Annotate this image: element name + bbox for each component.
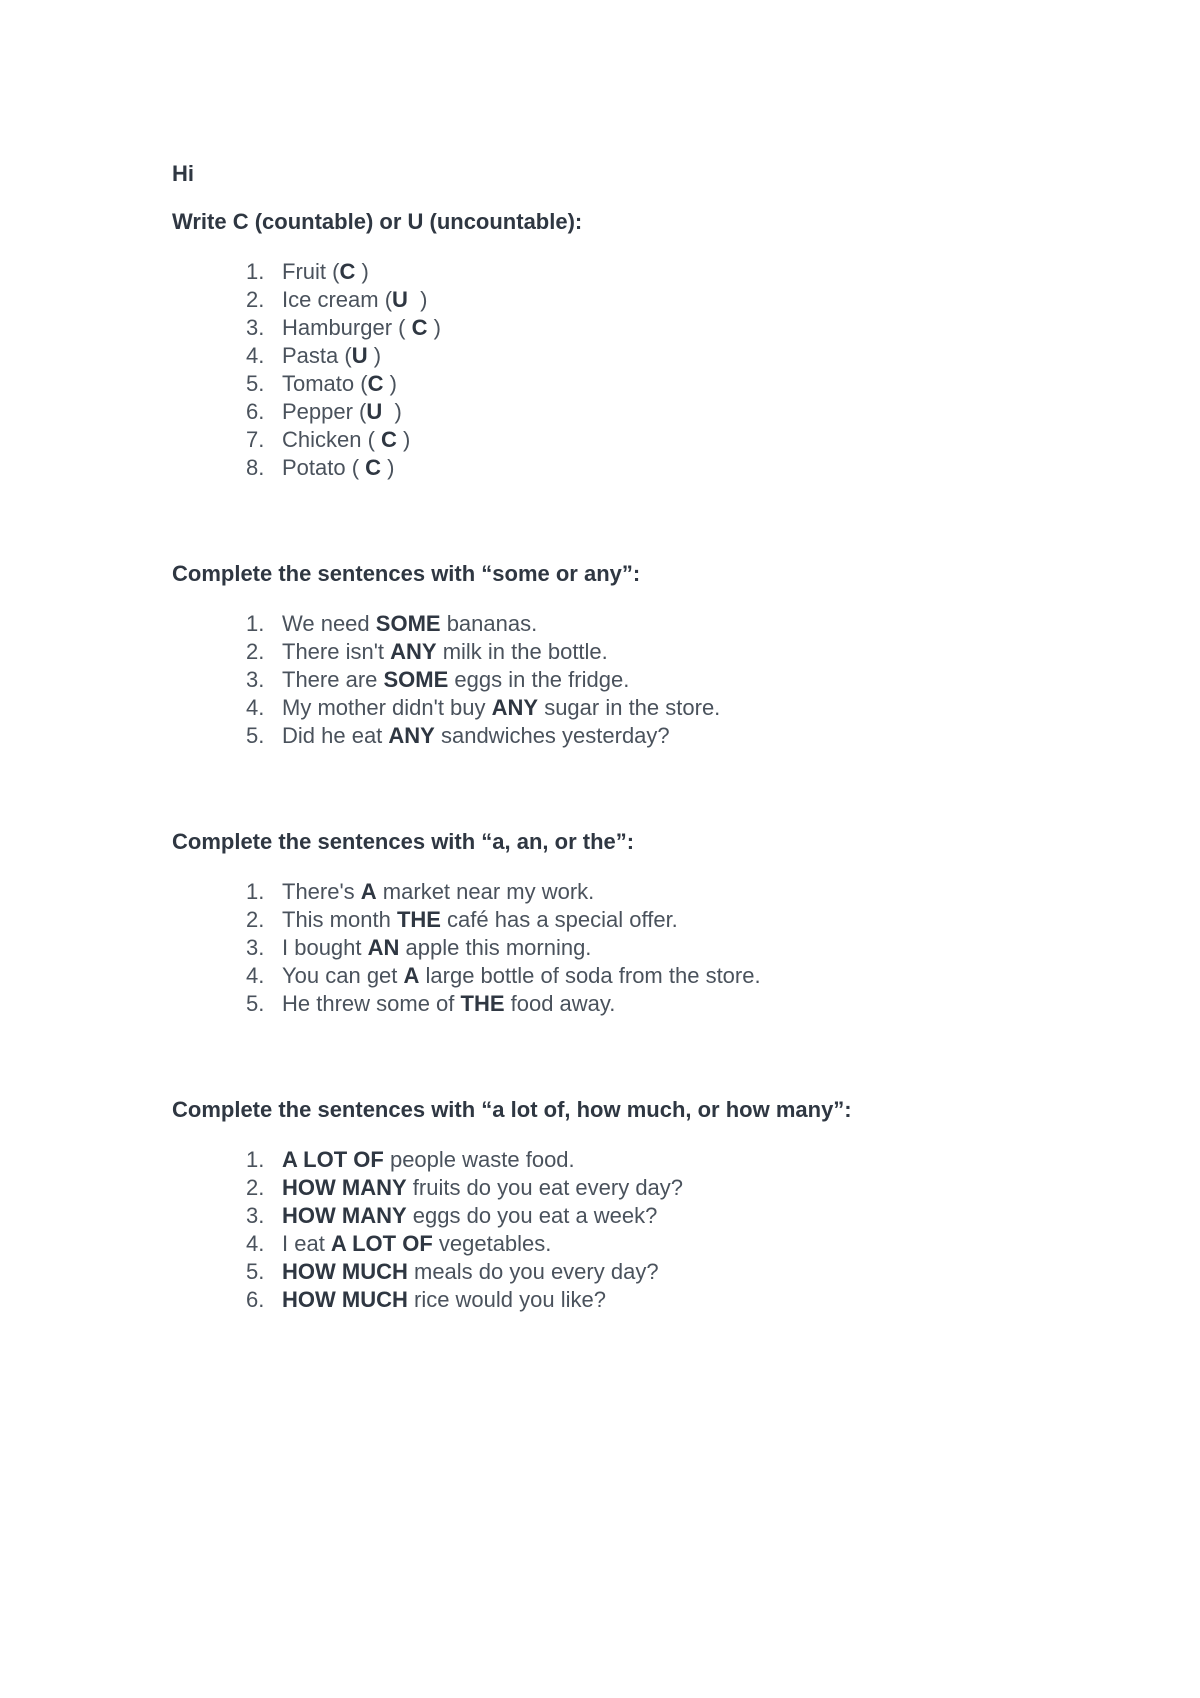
answer: AN [367,935,400,960]
answer: ANY [390,639,437,664]
greeting: Hi [172,161,194,186]
exercise-list [172,1146,1152,1314]
exercise-list [172,878,1152,1018]
list-item: 5. Did he eat ANY sandwiches yesterday? [246,723,670,748]
list-item: 4. You can get A large bottle of soda from the store. [246,963,761,988]
answer: A [360,879,377,904]
list-item: 1. There's A market near my work. [246,879,595,904]
answer: HOW MANY [282,1203,407,1228]
answer: A [403,963,420,988]
list-item: 8. Potato ( C ) [246,455,395,480]
list-item: 1. We need SOME bananas. [246,611,538,636]
list-item: 5. He threw some of THE food away. [246,991,616,1016]
list-item: 2. HOW MANY fruits do you eat every day? [246,1175,684,1200]
section-heading: Complete the sentences with “a lot of, how much, or how many”: [172,1097,852,1122]
section-heading: Complete the sentences with “some or any”: [172,561,641,586]
answer: U [366,399,383,424]
list-item: 3. Hamburger ( C ) [246,315,441,340]
answer: ANY [491,695,539,720]
answer: HOW MUCH [282,1287,408,1312]
answer: SOME [383,667,449,692]
list-item: 4. My mother didn't buy ANY sugar in the store. [246,695,721,720]
list-item: 3. I bought AN apple this morning. [246,935,592,960]
list-item: 2. This month THE café has a special offer. [246,907,678,932]
list-item: 2. There isn't ANY milk in the bottle. [246,639,608,664]
answer: ANY [388,723,435,748]
list-item: 1. Fruit ( C ) [246,259,369,284]
section-articles [172,828,1152,1018]
answer: THE [460,991,505,1016]
list-item: 6. HOW MUCH rice would you like? [246,1287,606,1312]
document-page [172,160,1152,1314]
answer: C [367,371,384,396]
answer: C [365,455,382,480]
list-item: 6. Pepper ( U ) [246,399,402,424]
list-item: 3. There are SOME eggs in the fridge. [246,667,630,692]
section-some-any [172,560,1152,750]
answer: HOW MANY [282,1175,407,1200]
exercise-list [172,610,1152,750]
exercise-list [172,258,1152,482]
answer: A LOT OF [330,1231,433,1256]
answer: SOME [375,611,441,636]
answer: A LOT OF [282,1147,384,1172]
answer: C [381,427,397,452]
answer: U [351,343,368,368]
list-item: 7. Chicken ( C ) [246,427,411,452]
answer: U [392,287,408,312]
section-quantifiers [172,1096,1152,1314]
list-item: 5. HOW MUCH meals do you every day? [246,1259,659,1284]
section-heading: Complete the sentences with “a, an, or the”: [172,829,635,854]
answer: THE [396,907,441,932]
list-item: 5. Tomato ( C ) [246,371,397,396]
list-item: 3. HOW MANY eggs do you eat a week? [246,1203,658,1228]
list-item: 1. A LOT OF people waste food. [246,1147,575,1172]
answer: C [411,315,428,340]
answer: HOW MUCH [282,1259,408,1284]
list-item: 4. I eat A LOT OF vegetables. [246,1231,552,1256]
answer: C [339,259,356,284]
list-item: 2. Ice cream ( U ) [246,287,428,312]
section-countable [172,208,1152,482]
list-item: 4. Pasta ( U ) [246,343,382,368]
section-heading: Write C (countable) or U (uncountable): [172,209,583,234]
